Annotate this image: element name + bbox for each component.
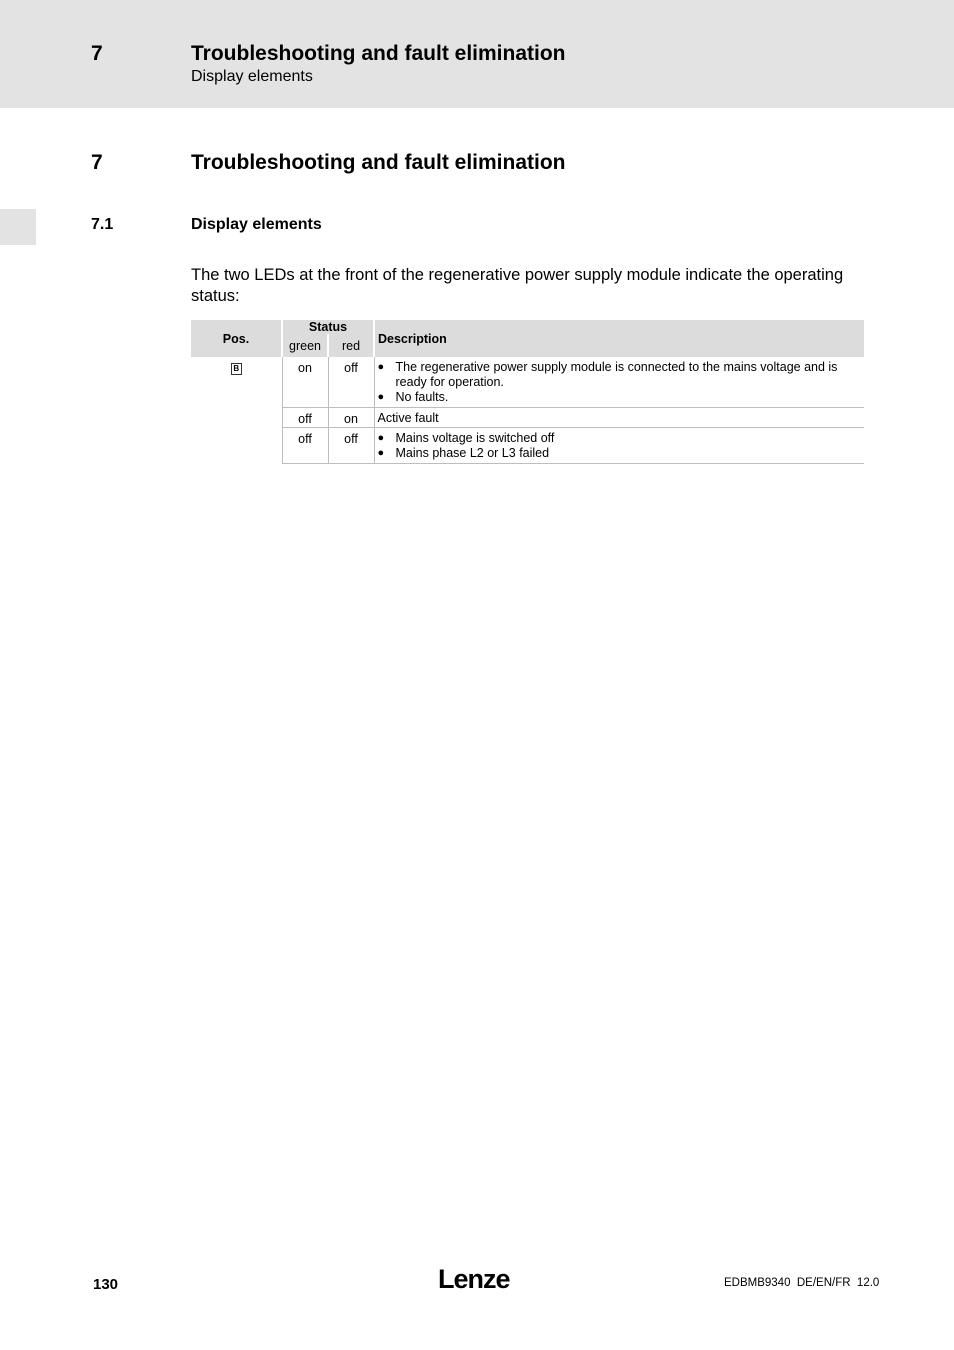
chapter-number: 7 (91, 151, 103, 174)
intro-paragraph: The two LEDs at the front of the regenerative power supply module indicate the operating status: (191, 266, 844, 305)
chapter-title: Troubleshooting and fault elimination (191, 151, 566, 174)
chapter-side-tab (0, 209, 36, 245)
lenze-logo: Lenze (438, 1264, 510, 1294)
bullet-icon: ● (377, 391, 385, 403)
col-header-status: Status (282, 320, 374, 334)
description-cell (374, 357, 864, 408)
table-row (191, 357, 864, 408)
green-status: off (282, 428, 328, 464)
bullet-icon: ● (377, 432, 385, 444)
col-header-pos: Pos. (191, 320, 282, 357)
green-status: off (282, 408, 328, 428)
description-cell (374, 428, 864, 464)
bullet-text: No faults. (395, 390, 449, 404)
col-header-green: green (282, 334, 328, 357)
header-chapter-number: 7 (91, 42, 103, 65)
green-status: on (282, 357, 328, 408)
position-marker-icon: B (231, 363, 242, 375)
red-status: off (328, 428, 374, 464)
section-title: Display elements (191, 216, 322, 233)
description-cell: Active fault (374, 408, 864, 428)
red-status: on (328, 408, 374, 428)
table-row (191, 408, 864, 428)
list-item (378, 431, 861, 446)
bullet-text: Mains phase L2 or L3 failed (395, 446, 550, 460)
list-item (378, 390, 861, 405)
table-row (191, 428, 864, 464)
col-header-description: Description (374, 320, 864, 357)
col-header-red: red (328, 334, 374, 357)
bullet-text: The regenerative power supply module is connected to the mains voltage and is ready for operation. (395, 360, 838, 389)
header-chapter-title: Troubleshooting and fault elimination (191, 42, 566, 65)
header-subtitle: Display elements (191, 68, 313, 85)
red-status: off (328, 357, 374, 408)
bullet-text: Mains voltage is switched off (395, 431, 555, 445)
bullet-icon: ● (377, 447, 385, 459)
document-reference: EDBMB9340 DE/EN/FR 12.0 (724, 1277, 880, 1289)
list-item (378, 360, 861, 390)
led-status-table (191, 320, 864, 464)
section-number: 7.1 (91, 216, 114, 233)
bullet-icon: ● (377, 361, 385, 373)
page-number: 130 (93, 1276, 119, 1293)
list-item (378, 446, 861, 461)
pos-cell (191, 357, 282, 464)
